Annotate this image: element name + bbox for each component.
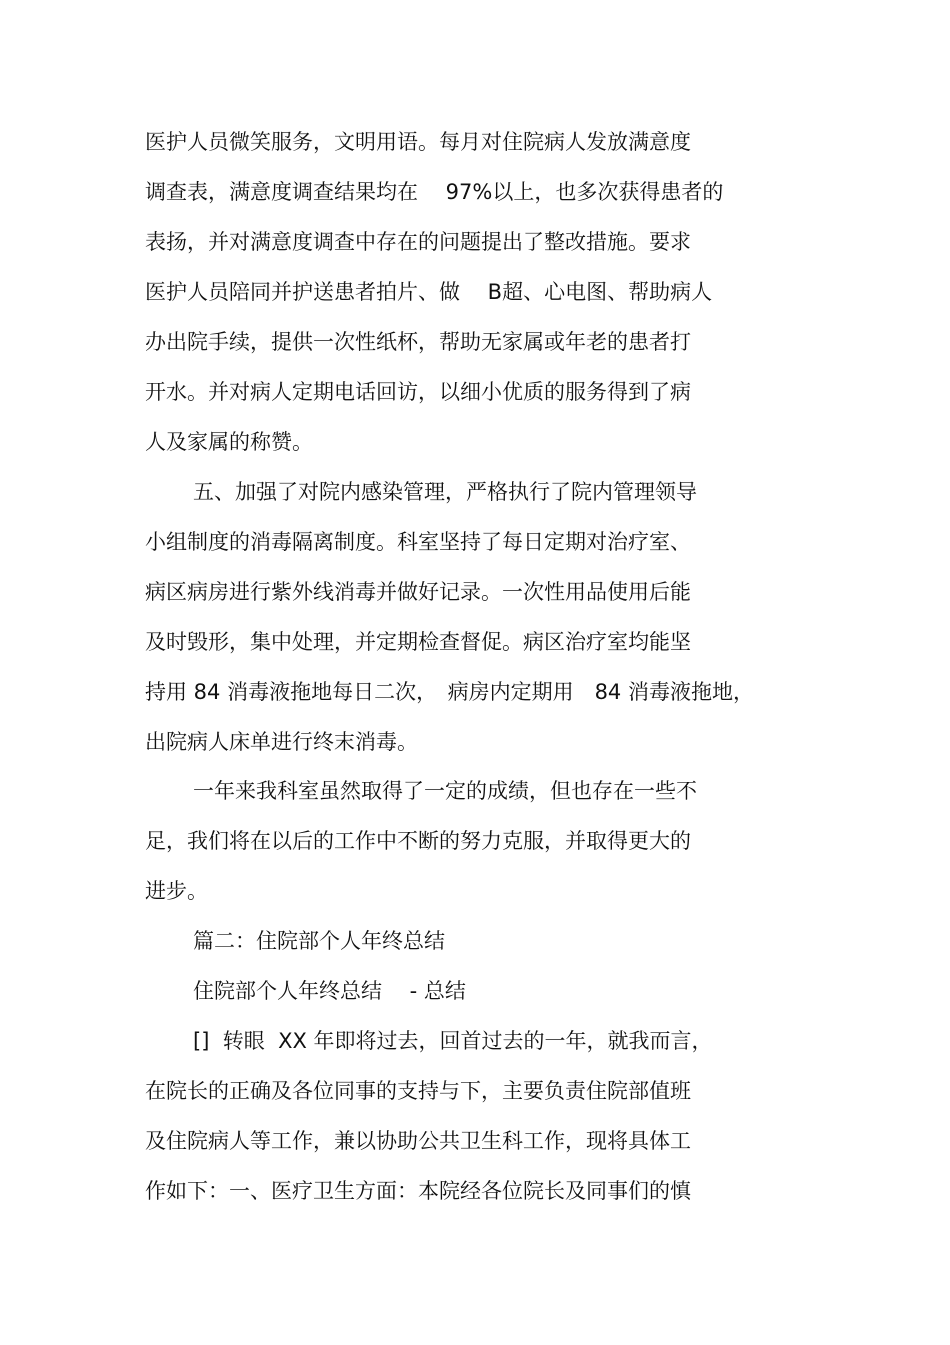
text-line-20: 在院长的正确及各位同事的支持与下，主要负责住院部值班 <box>145 1079 691 1103</box>
paragraph-summary-start: 一年来我科室虽然取得了一定的成绩，但也存在一些不 <box>193 779 697 803</box>
text-line-1: 医护人员微笑服务，文明用语。每月对住院病人发放满意度 <box>145 130 691 154</box>
paragraph-intro-start: [] 转眼 XX 年即将过去，回首过去的一年，就我而言， <box>193 1029 713 1053</box>
text-line-5: 办出院手续，提供一次性纸杯，帮助无家属或年老的患者打 <box>145 330 691 354</box>
text-line-7: 人及家属的称赞。 <box>145 430 313 454</box>
text-line-11: 及时毁形，集中处理，并定期检查督促。病区治疗室均能坚 <box>145 630 691 654</box>
text-line-16: 进步。 <box>145 879 208 903</box>
text-line-12: 持用 84 消毒液拖地每日二次， 病房内定期用 84 消毒液拖地， <box>145 680 754 704</box>
text-line-22: 作如下：一、医疗卫生方面：本院经各位院长及同事们的慎 <box>145 1179 691 1203</box>
text-line-3: 表扬，并对满意度调查中存在的问题提出了整改措施。要求 <box>145 230 691 254</box>
paragraph-five-start: 五、加强了对院内感染管理，严格执行了院内管理领导 <box>193 480 697 504</box>
text-line-9: 小组制度的消毒隔离制度。科室坚持了每日定期对治疗室、 <box>145 530 691 554</box>
text-line-15: 足，我们将在以后的工作中不断的努力克服，并取得更大的 <box>145 829 691 853</box>
text-line-10: 病区病房进行紫外线消毒并做好记录。一次性用品使用后能 <box>145 580 691 604</box>
text-line-13: 出院病人床单进行终末消毒。 <box>145 730 418 754</box>
text-line-6: 开水。并对病人定期电话回访，以细小优质的服务得到了病 <box>145 380 691 404</box>
text-line-2: 调查表，满意度调查结果均在 97%以上，也多次获得患者的 <box>145 180 724 204</box>
text-line-21: 及住院病人等工作，兼以协助公共卫生科工作，现将具体工 <box>145 1129 691 1153</box>
section-subheading: 住院部个人年终总结 - 总结 <box>193 979 466 1003</box>
text-line-4: 医护人员陪同并护送患者拍片、做 B超、心电图、帮助病人 <box>145 280 713 304</box>
section-heading: 篇二：住院部个人年终总结 <box>193 929 445 953</box>
